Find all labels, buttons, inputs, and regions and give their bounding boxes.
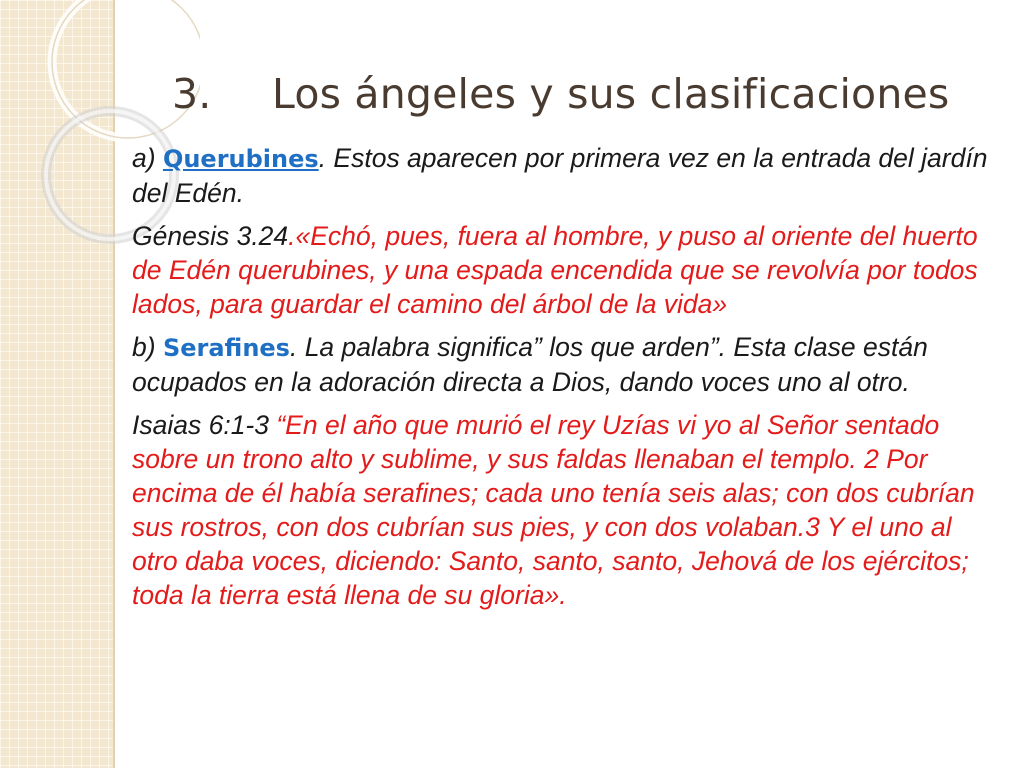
section-prefix: b)	[132, 332, 163, 362]
title-number: 3.	[172, 70, 212, 118]
bible-quote-text: .«Echó, pues, fuera al hombre, y puso al oriente del huerto de Edén querubines, y una espada encendida que se revolvía por todos lados, para guardar el camino del árbol de la vida»	[132, 221, 978, 319]
slide-title	[172, 70, 1002, 118]
section-description: . Estos aparecen por primera vez en la entrada del jardín del Edén.	[132, 143, 988, 208]
term-querubines: Querubines	[162, 145, 319, 173]
term-serafines: Serafines	[162, 334, 290, 362]
bible-quote-text: “En el año que murió el rey Uzías vi yo al Señor sentado sobre un trono alto y sublime, y sus faldas llenaban el templo. 2 Por encima de él había serafines; cada uno tenía seis alas; con dos cubrían sus rostros, con dos cubrían sus pies, y con dos volaban.3 Y el uno al otro daba voces, diciendo: Santo, santo, santo, Jehová de los ejércitos; toda la tierra está llena de su gloria».	[132, 410, 975, 610]
title-text: Los ángeles y sus clasificaciones	[272, 70, 950, 118]
section-description: . La palabra significa” los que arden”. Esta clase están ocupados en la adoración directa a Dios, dando voces uno al otro.	[132, 332, 928, 397]
bible-reference: Génesis 3.24	[132, 221, 289, 251]
section-prefix: a)	[132, 143, 163, 173]
section-querubines	[132, 141, 1002, 210]
bible-quote-isaias	[132, 408, 1002, 612]
section-serafines	[132, 330, 1002, 399]
bible-quote-genesis	[132, 219, 1002, 321]
slide-body	[132, 141, 1002, 621]
bible-reference: Isaias 6:1-3	[132, 410, 277, 440]
